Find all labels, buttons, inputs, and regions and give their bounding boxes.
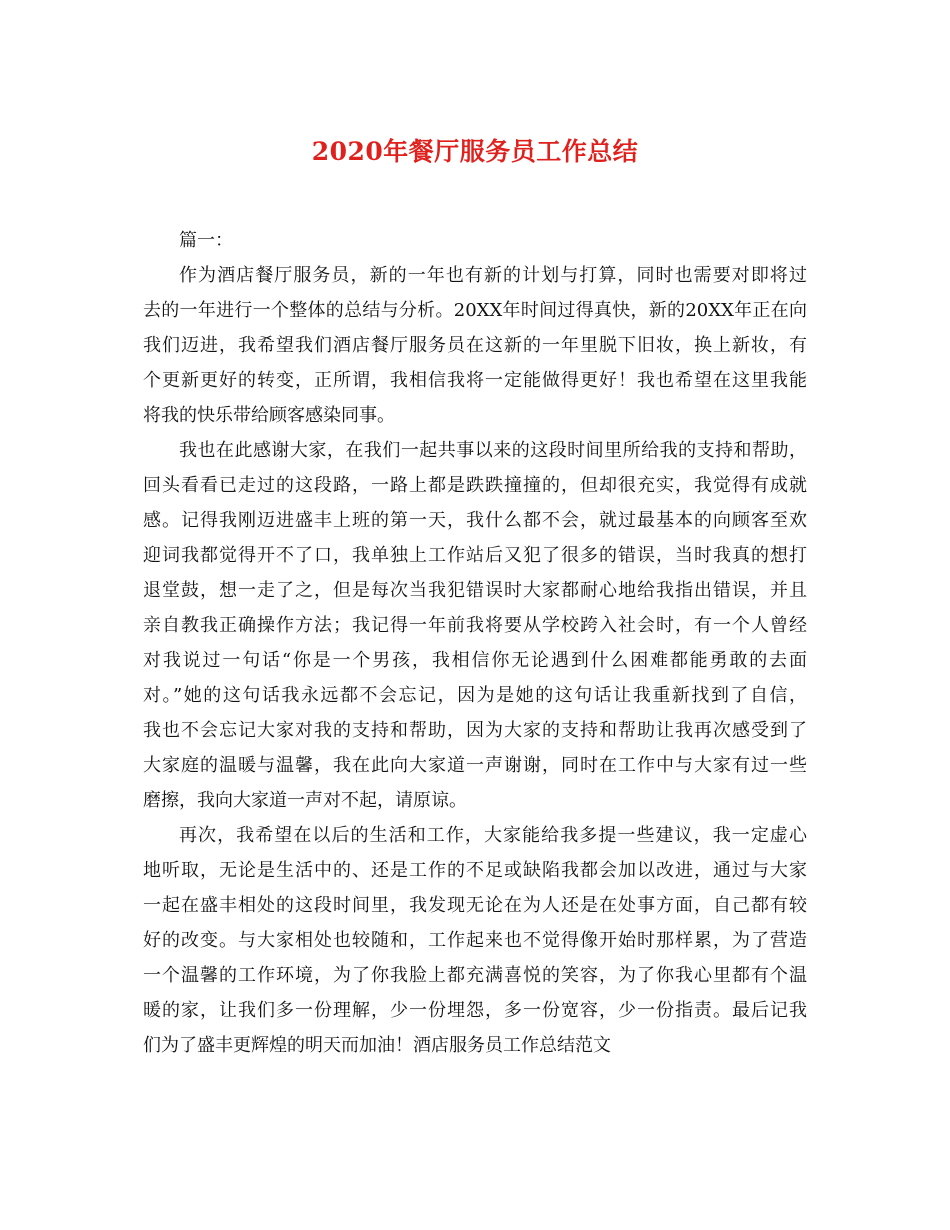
paragraph-line: 退堂鼓，想一走了之，但是每次当我犯错误时大家都耐心地给我指出错误，并且 (143, 580, 807, 601)
paragraph-line: 将我的快乐带给顾客感染同事。 (143, 405, 395, 426)
paragraph-line: 亲自教我正确操作方法；我记得一年前我将要从学校跨入社会时，有一个人曾经 (143, 615, 807, 636)
paragraph-line: 感。记得我刚迈进盛丰上班的第一天，我什么都不会，就过最基本的向顾客至欢 (143, 510, 807, 531)
paragraph-line: 一起在盛丰相处的这段时间里，我发现无论在为人还是在处事方面，自己都有较 (143, 895, 807, 916)
paragraph-line: 回头看看已走过的这段路，一路上都是跌跌撞撞的，但却很充实，我觉得有成就 (143, 475, 807, 496)
paragraph-line: 作为酒店餐厅服务员，新的一年也有新的计划与打算，同时也需要对即将过 (179, 265, 807, 286)
document-title: 2020年餐厅服务员工作总结 (311, 137, 639, 166)
paragraph-line: 我也在此感谢大家，在我们一起共事以来的这段时间里所给我的支持和帮助， (179, 440, 807, 461)
paragraph-1 (143, 258, 807, 433)
paragraph-line: 对。”她的这句话我永远都不会忘记，因为是她的这句话让我重新找到了自信， (143, 685, 807, 706)
paragraph-line: 迎词我都觉得开不了口，我单独上工作站后又犯了很多的错误，当时我真的想打 (143, 545, 807, 566)
paragraph-line: 大家庭的温暖与温馨，我在此向大家道一声谢谢，同时在工作中与大家有过一些 (143, 755, 807, 776)
paragraph-line: 去的一年进行一个整体的总结与分析。20XX年时间过得真快，新的20XX年正在向 (143, 300, 807, 321)
paragraph-line: 地听取，无论是生活中的、还是工作的不足或缺陷我都会加以改进，通过与大家 (143, 860, 807, 881)
section-label: 篇一： (179, 230, 233, 251)
paragraph-line: 我们迈进，我希望我们酒店餐厅服务员在这新的一年里脱下旧妆，换上新妆，有 (143, 335, 807, 356)
paragraph-line: 个更新更好的转变，正所谓，我相信我将一定能做得更好！我也希望在这里我能 (143, 370, 807, 391)
paragraph-line: 我也不会忘记大家对我的支持和帮助，因为大家的支持和帮助让我再次感受到了 (143, 720, 807, 741)
paragraph-line: 好的改变。与大家相处也较随和，工作起来也不觉得像开始时那样累，为了营造 (143, 930, 807, 951)
document-body (143, 223, 807, 1063)
paragraph-line: 磨擦，我向大家道一声对不起，请原谅。 (143, 790, 467, 811)
paragraph-line: 对我说过一句话“你是一个男孩，我相信你无论遇到什么困难都能勇敢的去面 (143, 650, 807, 671)
paragraph-line: 们为了盛丰更辉煌的明天而加油！酒店服务员工作总结范文 (143, 1035, 611, 1056)
paragraph-2 (143, 433, 807, 818)
paragraph-line: 一个温馨的工作环境，为了你我脸上都充满喜悦的笑容，为了你我心里都有个温 (143, 965, 807, 986)
paragraph-3 (143, 818, 807, 1063)
paragraph-line: 再次，我希望在以后的生活和工作，大家能给我多提一些建议，我一定虚心 (179, 825, 807, 846)
paragraph-line: 暖的家，让我们多一份理解，少一份埋怨，多一份宽容，少一份指责。最后记我 (143, 1000, 807, 1021)
